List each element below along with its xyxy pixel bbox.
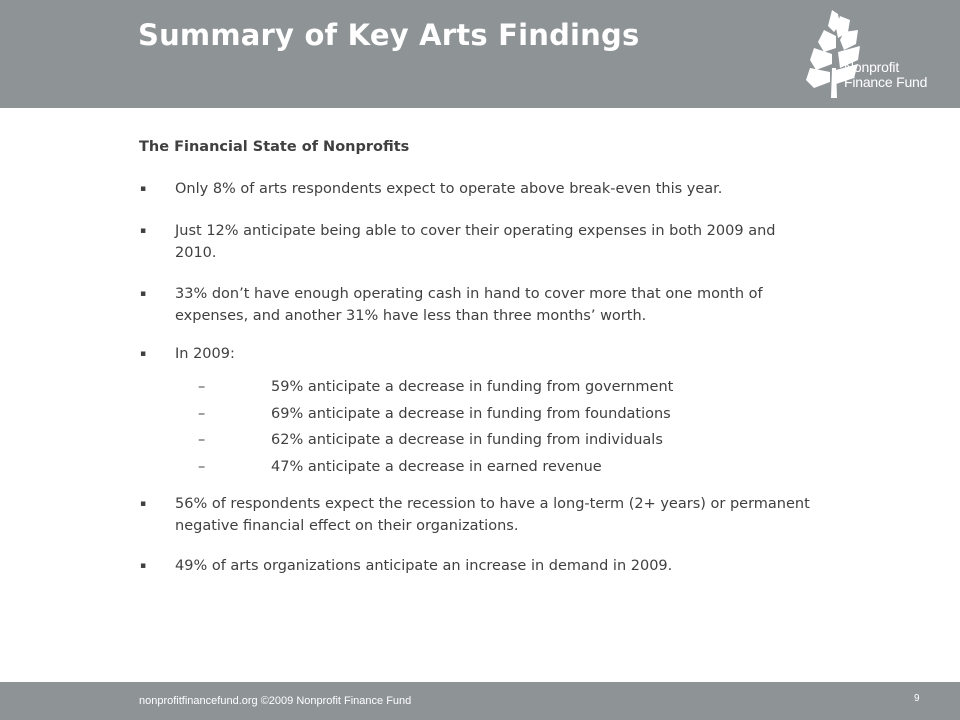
bullet-marker: ▪ xyxy=(140,226,147,236)
sub-list-item xyxy=(198,404,671,424)
list-item xyxy=(140,343,820,365)
sub-list-item xyxy=(198,377,673,397)
list-item xyxy=(140,220,820,264)
bullet-marker: ▪ xyxy=(140,499,147,509)
sub-dash: – xyxy=(198,379,206,395)
logo-wordmark xyxy=(844,60,927,90)
sub-item-text: 62% anticipate a decrease in funding from individuals xyxy=(271,432,663,448)
list-item xyxy=(140,178,820,200)
list-item xyxy=(140,555,820,577)
sub-item-text: 69% anticipate a decrease in funding from foundations xyxy=(271,406,671,422)
sub-item-text: 47% anticipate a decrease in earned revenue xyxy=(271,459,602,475)
sub-dash: – xyxy=(198,406,206,422)
header-band xyxy=(0,0,960,108)
bullet-marker: ▪ xyxy=(140,184,147,194)
sub-item-text: 59% anticipate a decrease in funding from government xyxy=(271,379,674,395)
sub-list-item xyxy=(198,457,602,477)
nonprofit-finance-fund-logo xyxy=(800,8,940,100)
footer-copyright: nonprofitfinancefund.org ©2009 Nonprofit Finance Fund xyxy=(139,695,412,707)
bullet-marker: ▪ xyxy=(140,289,147,299)
section-subtitle: The Financial State of Nonprofits xyxy=(139,139,410,155)
bullet-text: 33% don’t have enough operating cash in hand to cover more that one month of expenses, and another 31% have less than three months’ worth. xyxy=(175,286,763,324)
bullet-marker: ▪ xyxy=(140,561,147,571)
list-item xyxy=(140,493,820,537)
page-number: 9 xyxy=(914,693,920,704)
bullet-text: 56% of respondents expect the recession to have a long-term (2+ years) or permanent negative financial effect on their organizations. xyxy=(175,496,810,534)
page-title: Summary of Key Arts Findings xyxy=(138,18,640,52)
bullet-text: Just 12% anticipate being able to cover their operating expenses in both 2009 and 2010. xyxy=(175,223,776,261)
sub-list-item xyxy=(198,430,663,450)
bullet-text: 49% of arts organizations anticipate an increase in demand in 2009. xyxy=(175,558,673,574)
logo-line-2: Finance Fund xyxy=(844,74,928,90)
bullet-text: Only 8% of arts respondents expect to operate above break-even this year. xyxy=(175,181,723,197)
sub-dash: – xyxy=(198,432,206,448)
bullet-marker: ▪ xyxy=(140,349,147,359)
logo-line-1: Nonprofit xyxy=(844,59,900,75)
bullet-text: In 2009: xyxy=(175,346,235,362)
footer-band xyxy=(0,682,960,720)
list-item xyxy=(140,283,820,327)
sub-dash: – xyxy=(198,459,206,475)
